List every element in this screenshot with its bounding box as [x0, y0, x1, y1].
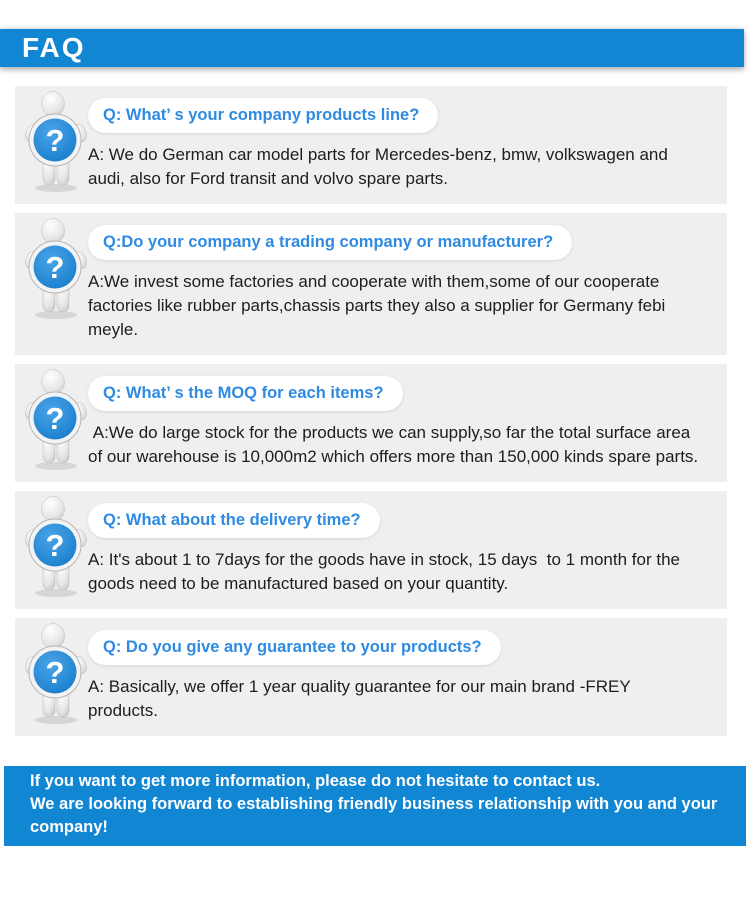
faq-answer: A: We do German car model parts for Mercedes-benz, bmw, volkswagen and audi, also for Ford transit and volvo spare parts. — [88, 145, 673, 188]
faq-section-header — [0, 29, 744, 67]
question-figure-icon — [24, 91, 88, 193]
faq-title: FAQ — [22, 32, 86, 63]
question-mark-glyph: ? — [45, 655, 65, 690]
question-mark-glyph: ? — [45, 528, 65, 563]
faq-list — [15, 86, 727, 736]
question-bubble — [88, 630, 501, 665]
question-mark-glyph: ? — [45, 401, 65, 436]
question-text: Q:Do your company a trading company or manufacturer? — [103, 233, 554, 251]
faq-answer: A:We do large stock for the products we can supply,so far the total surface area of our warehouse is 10,000m2 which offers more than 150,000 kinds spare parts. — [88, 423, 699, 466]
question-text: Q: Do you give any guarantee to your products? — [103, 638, 482, 656]
question-bubble — [88, 225, 572, 260]
question-figure-icon — [24, 218, 88, 320]
question-figure-icon — [24, 623, 88, 725]
faq-item — [15, 364, 727, 482]
contact-banner — [4, 766, 746, 846]
faq-item — [15, 618, 727, 736]
question-text: Q: What’ s the MOQ for each items? — [103, 384, 384, 402]
faq-item — [15, 213, 727, 355]
faq-answer: A:We invest some factories and cooperate with them,some of our cooperate factories like rubber parts,chassis parts they also a supplier for Germany febi meyle. — [88, 272, 671, 339]
question-bubble — [88, 503, 380, 538]
question-text: Q: What’ s your company products line? — [103, 106, 420, 124]
faq-page — [0, 29, 750, 923]
faq-item — [15, 86, 727, 204]
faq-answer: A: Basically, we offer 1 year quality guarantee for our main brand -FREY products. — [88, 677, 636, 720]
contact-banner-line1: If you want to get more information, please do not hesitate to contact us. — [30, 772, 601, 790]
question-bubble — [88, 98, 438, 133]
question-bubble — [88, 376, 403, 411]
contact-banner-line2: We are looking forward to establishing friendly business relationship with you and your company! — [30, 795, 718, 836]
faq-item — [15, 491, 727, 609]
question-figure-icon — [24, 369, 88, 471]
faq-answer: A: It's about 1 to 7days for the goods have in stock, 15 days to 1 month for the goods need to be manufactured based on your quantity. — [88, 550, 685, 593]
question-text: Q: What about the delivery time? — [103, 511, 361, 529]
question-figure-icon — [24, 496, 88, 598]
question-mark-glyph: ? — [45, 123, 65, 158]
question-mark-glyph: ? — [45, 250, 65, 285]
